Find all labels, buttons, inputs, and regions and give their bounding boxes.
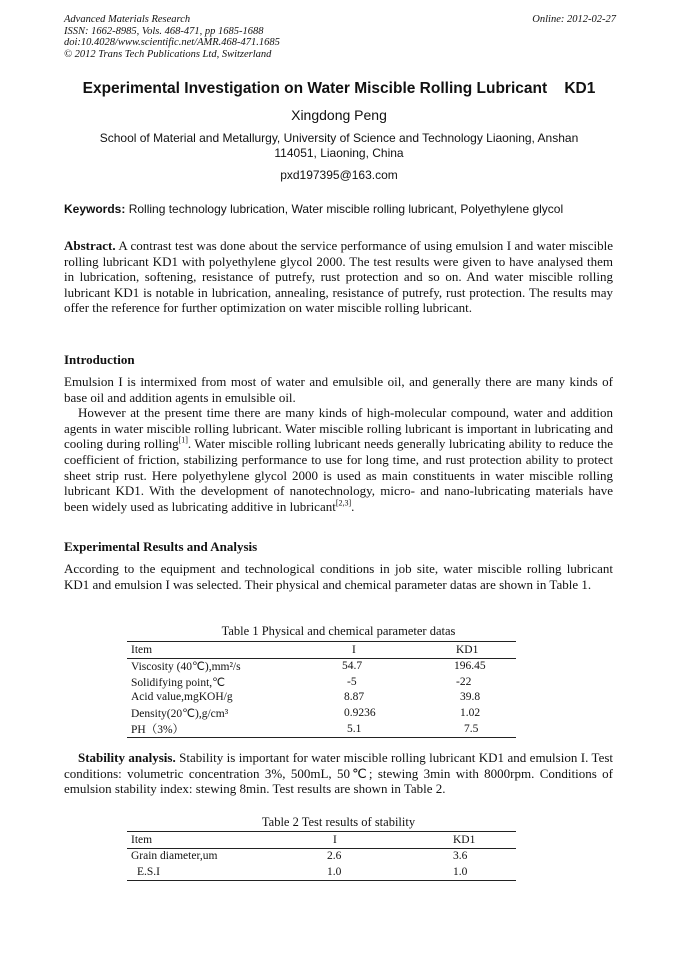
table-row: Acid value,mgKOH/g 8.87 39.8 xyxy=(131,691,481,704)
table-row: PH（3%） 5.1 7.5 xyxy=(127,721,516,738)
introduction-body xyxy=(64,374,613,514)
affiliation: School of Material and Metallurgy, University of Science and Technology Liaoning, Anshan 114051, Liaoning, China xyxy=(99,131,579,160)
doi-line: doi:10.4028/www.scientific.net/AMR.468-471.1685 xyxy=(64,37,280,48)
journal-name: Advanced Materials Research xyxy=(64,14,191,25)
table-1-header-item: Item xyxy=(127,642,342,659)
table-1 xyxy=(127,641,516,738)
experimental-paragraph: According to the equipment and technological conditions in job site, water miscible rolling lubricant KD1 and emulsion I was selected. Their physical and chemical parameter datas are shown in Table 1. xyxy=(64,561,613,592)
table-1-header-row xyxy=(127,642,516,659)
abstract-label: Abstract. xyxy=(64,238,116,253)
intro-paragraph-1: Emulsion I is intermixed from most of water and emulsible oil, and generally there are many kinds of base oil and addition agents in emulsible oil. xyxy=(64,374,613,405)
table-row: Grain diameter,um 2.6 3.6 xyxy=(131,850,468,863)
author-email: pxd197395@163.com xyxy=(280,168,398,182)
table-2-header-i: I xyxy=(327,832,447,849)
stability-paragraph xyxy=(64,750,613,797)
table-2-header-kd1: KD1 xyxy=(447,832,516,849)
keywords-text: Rolling technology lubrication, Water miscible rolling lubricant, Polyethylene glycol xyxy=(128,202,564,216)
abstract-text: A contrast test was done about the service performance of using emulsion I and water miscible rolling lubricant KD1 with polyethylene glycol 2000. The test results were given to have analysed them in lubrication, softening, resistance of putrefy, rust protection and so on. And water miscible rolling lubricant KD1 is notable in lubrication, annealing, resistance of putrefy, rust protection. The results may offer the reference for further optimization on water miscible rolling lubricant. xyxy=(64,238,613,316)
stability-text: Stability is important for water miscible rolling lubricant KD1 and emulsion I. Test conditions: volumetric concentration 3%, 500mL, 50℃; stewing 3min with 8000rpm. Conditions of emulsion stability index: stewing 8min. Test results are shown in Table 2. xyxy=(64,750,614,797)
table-1-header-i: I xyxy=(342,642,434,659)
table-row: Viscosity (40℃),mm²/s 54.7 196.45 xyxy=(131,660,486,674)
journal-header xyxy=(64,14,616,60)
table-row: E.S.I 1.0 1.0 xyxy=(127,864,516,880)
table-2-header-row xyxy=(127,832,516,849)
intro-paragraph-2: However at the present time there are many kinds of high-molecular compound, water and addition agents in water miscible rolling lubricant. Water miscible rolling lubricant is important in lubricating and cooling during rolling[1]. Water miscible rolling lubricant needs generally lubricating ability to reduce the coefficient of friction, stabilizing performance to use for long time, and rust protection ability to protect sheet strip rust. Here polyethylene glycol 2000 is used as main constituents in water miscible rolling lubricant KD1. With the development of nanotechnology, micro- and nano-lubricating materials have been widely used as lubricating additive in lubricant[2,3]. xyxy=(64,405,613,514)
citation-1: [1] xyxy=(178,436,188,446)
online-date: Online: 2012-02-27 xyxy=(532,14,616,25)
stability-label: Stability analysis. xyxy=(78,750,176,765)
keywords xyxy=(64,202,624,216)
citation-2-3: [2,3] xyxy=(335,498,352,508)
author-name: Xingdong Peng xyxy=(291,107,387,123)
paper-title: Experimental Investigation on Water Miscible Rolling Lubricant KD1 xyxy=(82,80,596,97)
table-1-header-kd1: KD1 xyxy=(434,642,516,659)
copyright-line: © 2012 Trans Tech Publications Ltd, Switzerland xyxy=(64,48,272,60)
table-row: Density(20℃),g/cm³ 0.9236 1.02 xyxy=(131,706,481,720)
abstract xyxy=(64,238,613,316)
table-2-caption: Table 2 Test results of stability xyxy=(261,815,416,829)
experimental-heading: Experimental Results and Analysis xyxy=(64,539,258,554)
table-2 xyxy=(127,831,516,881)
issn-line: ISSN: 1662-8985, Vols. 468-471, pp 1685-1688 xyxy=(64,25,264,37)
table-2-header-item: Item xyxy=(127,832,327,849)
table-1-caption: Table 1 Physical and chemical parameter datas xyxy=(221,624,456,638)
keywords-label: Keywords: xyxy=(64,202,126,216)
table-row: Solidifying point,℃ -5 -22 xyxy=(131,675,472,689)
introduction-heading: Introduction xyxy=(64,352,135,367)
